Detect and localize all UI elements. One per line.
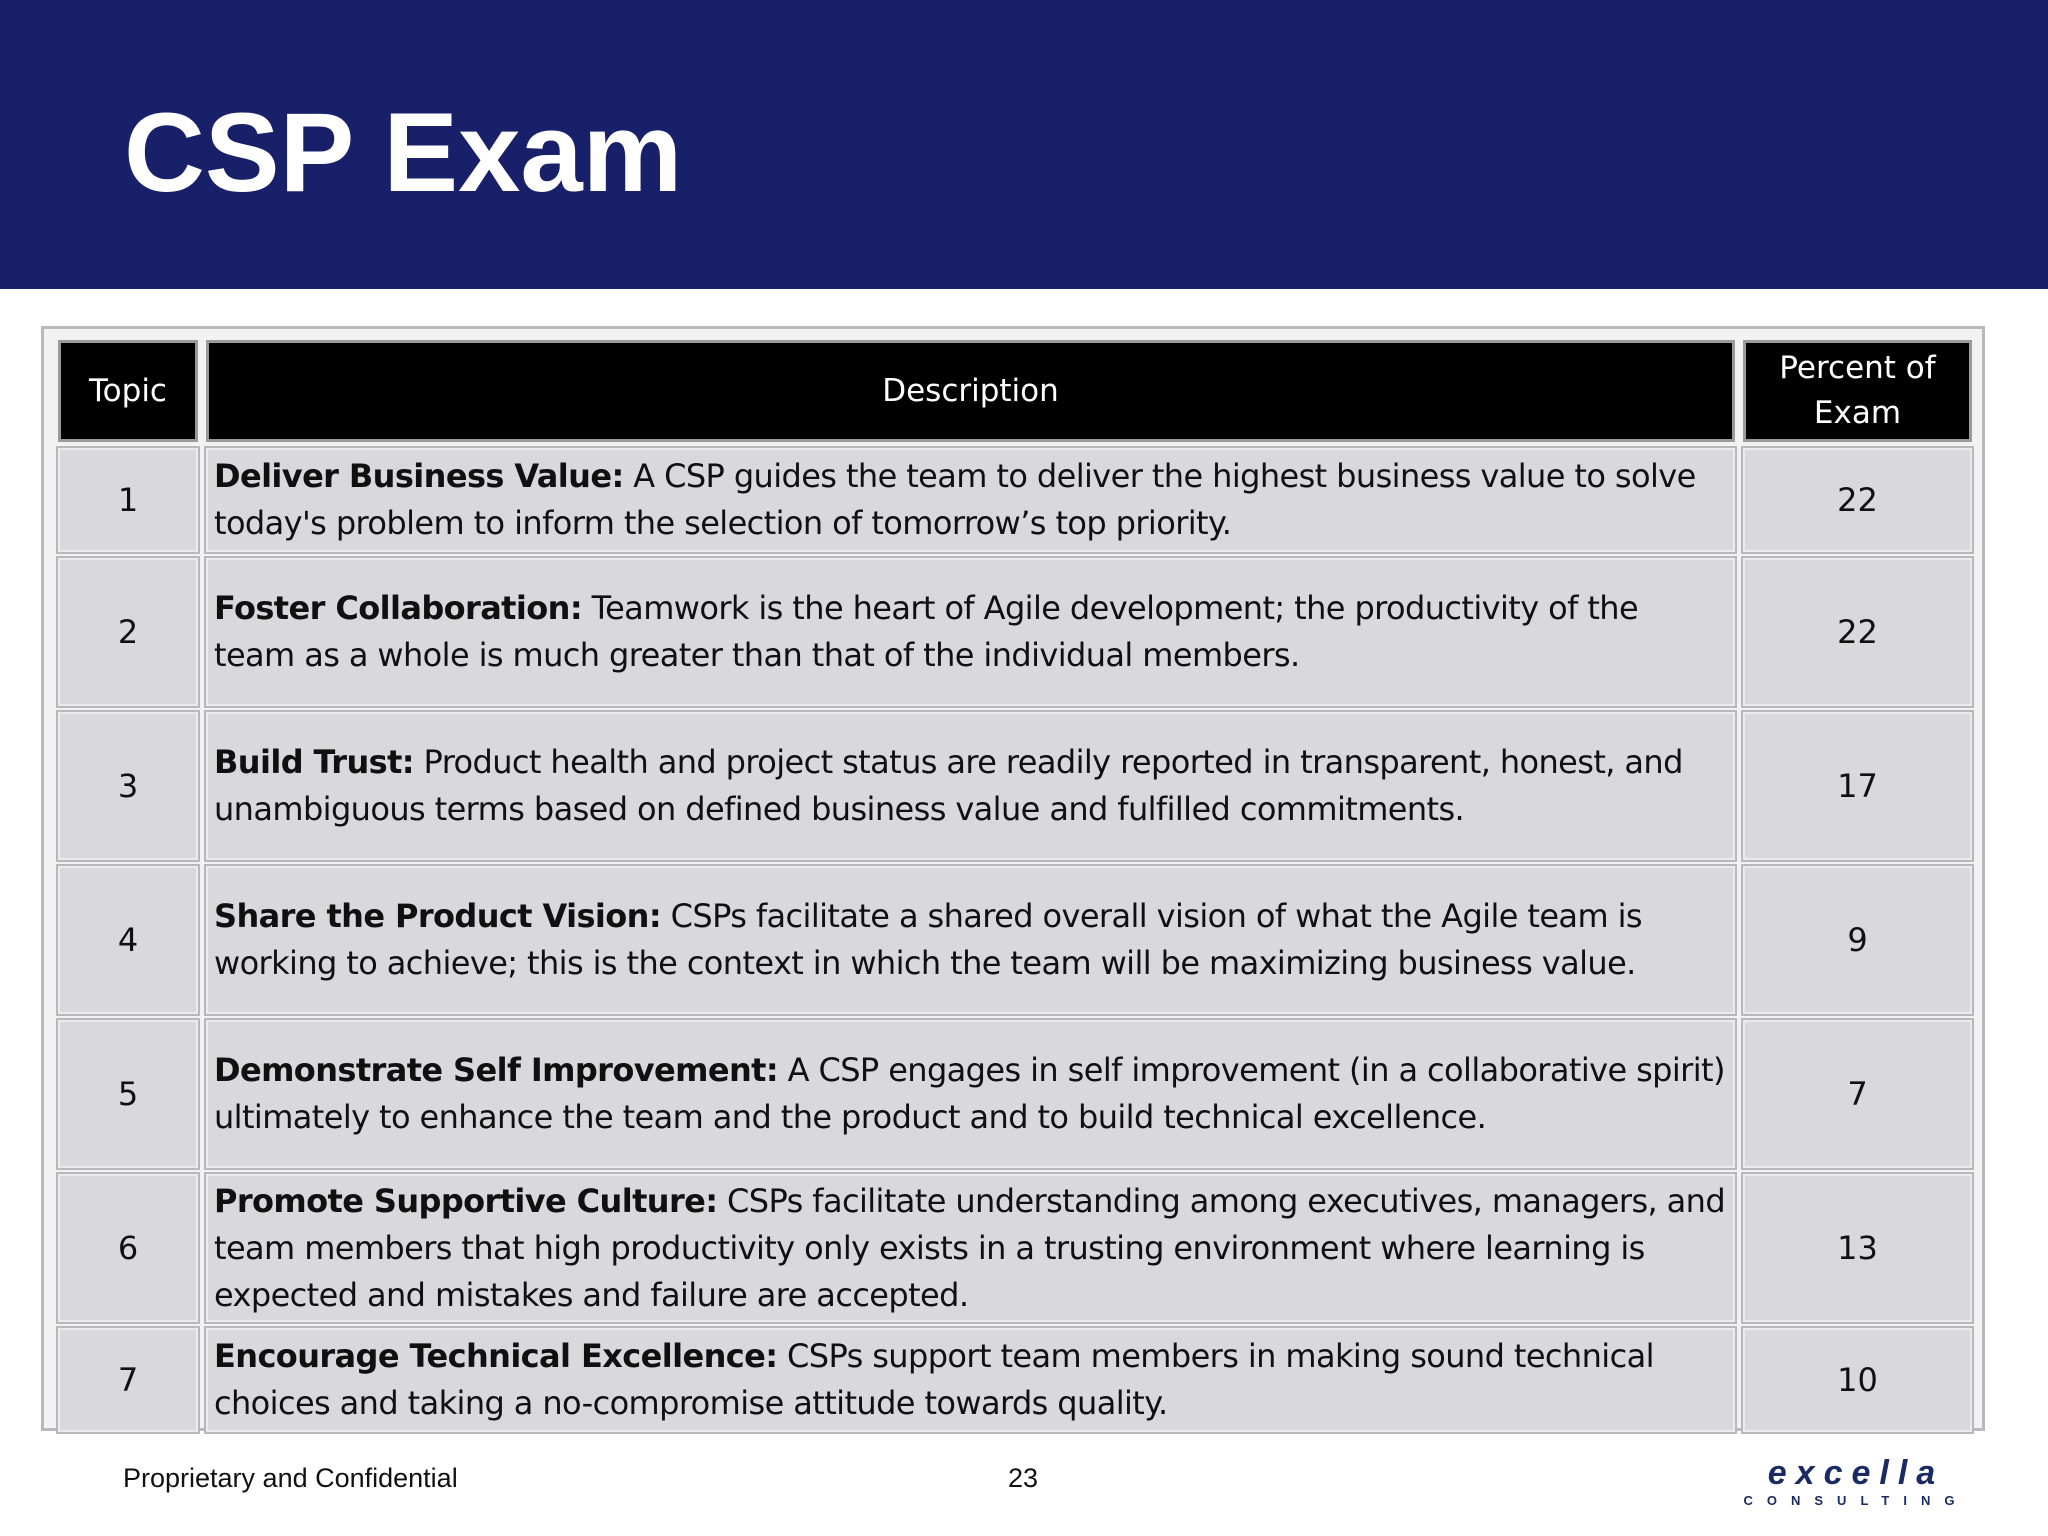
topic-percent: 10 bbox=[1743, 1328, 1972, 1432]
topic-number: 7 bbox=[58, 1328, 198, 1432]
topic-percent: 17 bbox=[1743, 712, 1972, 860]
table-row bbox=[58, 448, 1972, 552]
topic-number: 3 bbox=[58, 712, 198, 860]
topic-description bbox=[206, 712, 1735, 860]
topic-description bbox=[206, 558, 1735, 706]
topic-text: A CSP guides the team to deliver the highest business value to solve today's problem to inform the selection of tomorrow’s top priority. bbox=[214, 457, 1696, 542]
topic-text: CSPs facilitate understanding among executives, managers, and team members that high productivity only exists in a trusting environment where learning is expected and mistakes and failure are accepted. bbox=[214, 1181, 1726, 1314]
topic-name: Encourage Technical Excellence: bbox=[214, 1337, 778, 1375]
topic-text: CSPs support team members in making sound technical choices and taking a no-compromise attitude towards quality. bbox=[214, 1337, 1654, 1422]
excella-logo bbox=[1736, 1456, 1976, 1512]
logo-tagline: CONSULTING bbox=[1743, 1493, 1969, 1508]
table-row bbox=[58, 1020, 1972, 1168]
topic-name: Deliver Business Value: bbox=[214, 457, 624, 495]
slide-title: CSP Exam bbox=[124, 90, 683, 215]
topic-text: CSPs facilitate a shared overall vision of what the Agile team is working to achieve; this is the context in which the team will be maximizing business value. bbox=[214, 897, 1642, 982]
topic-description bbox=[206, 866, 1735, 1014]
topic-description bbox=[206, 1174, 1735, 1322]
table-row bbox=[58, 712, 1972, 860]
topic-text: Teamwork is the heart of Agile development; the productivity of the team as a whole is much greater than that of the individual members. bbox=[214, 589, 1639, 674]
header-percent: Percent of Exam bbox=[1743, 340, 1972, 442]
logo-wordmark: excella bbox=[1767, 1454, 1945, 1492]
topic-name: Foster Collaboration: bbox=[214, 589, 583, 627]
header-description: Description bbox=[206, 340, 1735, 442]
topic-description bbox=[206, 1328, 1735, 1432]
topic-text: A CSP engages in self improvement (in a collaborative spirit) ultimately to enhance the team and the product and to build technical excellence. bbox=[214, 1051, 1725, 1136]
topic-percent: 7 bbox=[1743, 1020, 1972, 1168]
table-row bbox=[58, 1328, 1972, 1432]
topic-percent: 22 bbox=[1743, 558, 1972, 706]
topic-description bbox=[206, 1020, 1735, 1168]
topic-text: Product health and project status are readily reported in transparent, honest, and unambiguous terms based on defined business value and fulfilled commitments. bbox=[214, 743, 1683, 828]
topic-number: 2 bbox=[58, 558, 198, 706]
table-row bbox=[58, 558, 1972, 706]
footer-confidential: Proprietary and Confidential bbox=[123, 1463, 458, 1493]
topic-number: 6 bbox=[58, 1174, 198, 1322]
topic-name: Share the Product Vision: bbox=[214, 897, 662, 935]
topic-number: 1 bbox=[58, 448, 198, 552]
topic-number: 5 bbox=[58, 1020, 198, 1168]
topic-name: Promote Supportive Culture: bbox=[214, 1181, 718, 1220]
topic-description bbox=[206, 448, 1735, 552]
footer-page-number: 23 bbox=[1008, 1463, 1039, 1493]
topic-name: Build Trust: bbox=[214, 743, 414, 781]
table-row bbox=[58, 866, 1972, 1014]
exam-table bbox=[50, 334, 1980, 1438]
table-header-row bbox=[58, 340, 1972, 442]
topic-number: 4 bbox=[58, 866, 198, 1014]
topic-percent: 9 bbox=[1743, 866, 1972, 1014]
table-row bbox=[58, 1174, 1972, 1322]
topic-percent: 22 bbox=[1743, 448, 1972, 552]
header-topic: Topic bbox=[58, 340, 198, 442]
topic-name: Demonstrate Self Improvement: bbox=[214, 1051, 779, 1089]
topic-percent: 13 bbox=[1743, 1174, 1972, 1322]
